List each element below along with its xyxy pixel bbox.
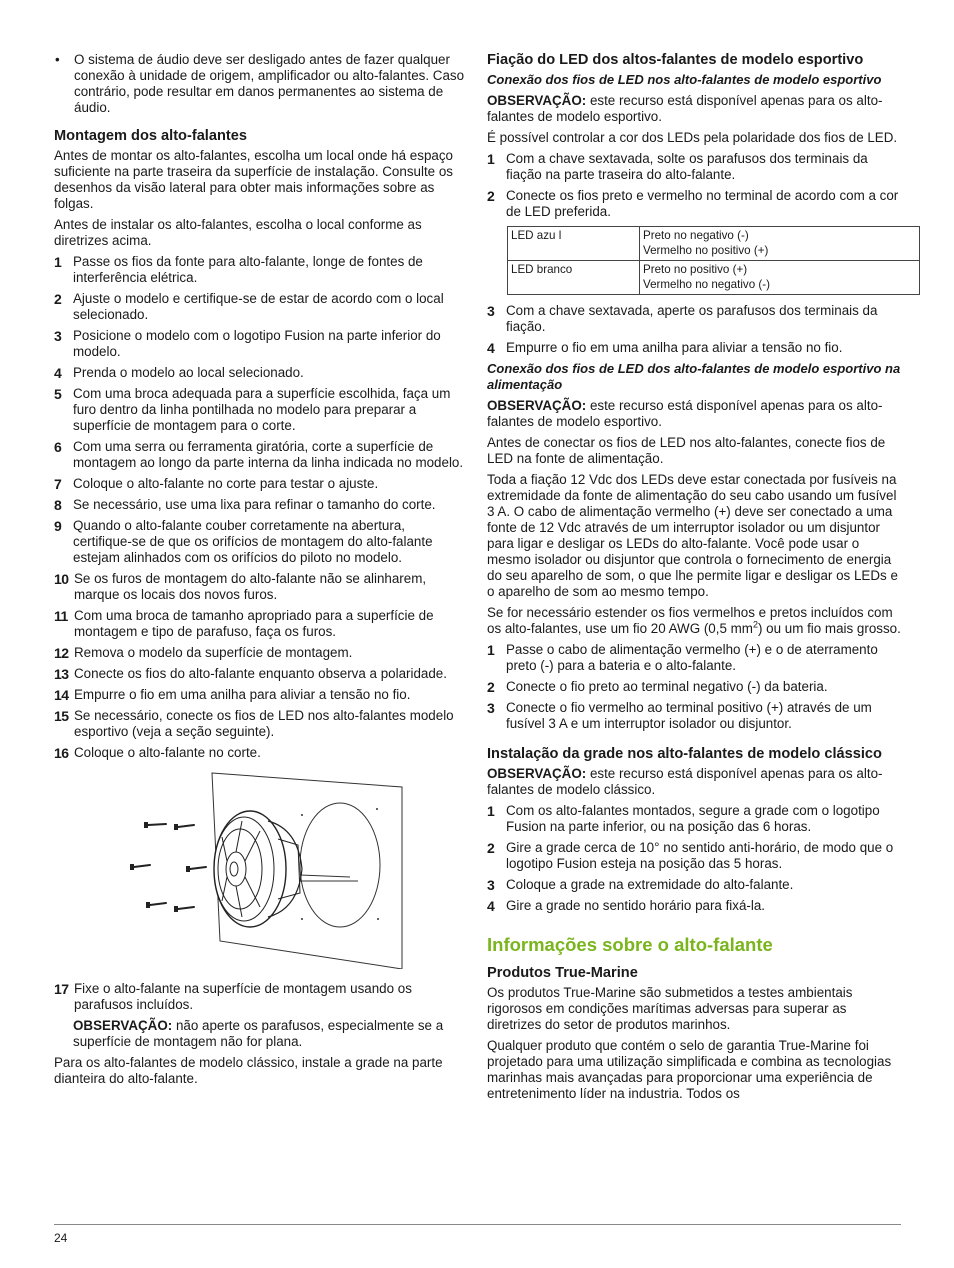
led-p4-b: ) ou um fio mais grosso. [757, 621, 901, 636]
step-text: Conecte os fios do alto-falante enquanto observa a polaridade. [74, 666, 447, 681]
step-number: 15 [54, 708, 69, 724]
step-number: 2 [54, 291, 62, 307]
superscript: 2 [752, 619, 758, 630]
step-text: Com uma broca adequada para a superfície escolhida, faça um furo dentro da linha pontilhada no modelo para preparar a superfície de montagem para o corte. [73, 386, 451, 433]
mount-paragraph-1: Antes de montar os alto-falantes, escolha um local onde há espaço suficiente na parte traseira da superfície de instalação. Consulte os desenhos da visão lateral para obter mais informações sobre as folgas. [54, 148, 453, 211]
step-text: Passe os fios da fonte para alto-falante, longe de fontes de interferência elétrica. [73, 254, 423, 285]
step-number: 13 [54, 666, 69, 682]
step-text: Ajuste o modelo e certifique-se de estar de acordo com o local selecionado. [73, 291, 444, 322]
step-text: Fixe o alto-falante na superfície de montagem usando os parafusos incluídos. [74, 981, 412, 1012]
led-subheading-2: Conexão dos fios de LED dos alto-falantes de modelo esportivo na alimentação [487, 361, 901, 392]
list-item [487, 877, 901, 893]
list-item [54, 666, 466, 682]
warning-bullet [54, 52, 466, 116]
led-heading: Fiação do LED dos altos-falantes de modelo esportivo [487, 52, 864, 68]
page-number: 24 [54, 1231, 68, 1245]
list-item [487, 151, 901, 183]
note-text: este recurso está disponível apenas para os alto-falantes de modelo esportivo. [487, 93, 883, 124]
step-number: 8 [54, 497, 62, 513]
list-item [54, 497, 466, 513]
step-number: 11 [54, 608, 68, 624]
led-paragraph-4 [487, 605, 901, 637]
led-note-1 [487, 93, 901, 125]
step-text: Coloque a grade na extremidade do alto-falante. [506, 877, 794, 892]
list-item [54, 328, 466, 360]
step-number: 3 [487, 700, 495, 716]
step-text: Com a chave sextavada, aperte os parafusos dos terminais da fiação. [506, 303, 878, 334]
list-item [487, 679, 901, 695]
list-item [54, 291, 466, 323]
list-item [54, 981, 466, 1013]
list-item [54, 254, 466, 286]
list-item [487, 340, 901, 356]
list-item [54, 571, 466, 603]
step-number: 5 [54, 386, 62, 402]
led-paragraph-2: Antes de conectar os fios de LED nos alto-falantes, conecte fios de LED na fonte de alimentação. [487, 435, 886, 466]
step-text: Se os furos de montagem do alto-falante não se alinharem, marque os locais dos novos furos. [74, 571, 427, 602]
list-item [487, 188, 901, 220]
step-number: 6 [54, 439, 62, 455]
list-item [54, 386, 466, 434]
step-17-note [54, 1018, 466, 1050]
step-text: Com os alto-falantes montados, segure a grade com o logotipo Fusion na parte inferior, ou na posição das 6 horas. [506, 803, 880, 834]
list-item [54, 476, 466, 492]
step-text: Quando o alto-falante couber corretamente na abertura, certifique-se de que os orifícios de montagem do alto-falante estejam alinhados com os orifícios do piloto no modelo. [73, 518, 433, 565]
step-text: Passe o cabo de alimentação vermelho (+) e o de aterramento preto (-) para a bateria e o alto-falante. [506, 642, 878, 673]
bullet-dot: • [55, 52, 60, 67]
wiring-line: Preto no negativo (-) [643, 229, 749, 242]
grille-steps-list [487, 803, 901, 914]
step-number: 2 [487, 840, 495, 856]
info-heading: Informações sobre o alto-falante [487, 934, 773, 955]
step-text: Conecte o fio preto ao terminal negativo (-) da bateria. [506, 679, 828, 694]
step-text: Conecte o fio vermelho ao terminal positivo (+) através de um fusível 3 A e um interruptor isolador ou disjuntor. [506, 700, 872, 731]
note-label: OBSERVAÇÃO: [487, 398, 587, 413]
list-item [487, 898, 901, 914]
list-item [54, 745, 466, 761]
step-17-list [54, 981, 466, 1013]
list-item [54, 518, 466, 566]
table-row [508, 261, 920, 295]
wiring-line: Preto no positivo (+) [643, 263, 748, 276]
marine-paragraph-2: Qualquer produto que contém o selo de garantia True-Marine foi projetado para uma utilização simplificada e combina as tecnologias marinhas mais avançadas para proporcionar uma experiência de entretenimento líder na industria. Todos os [487, 1038, 892, 1101]
step-text: Com uma broca de tamanho apropriado para a superfície de montagem e tipo de parafuso, faça os furos. [74, 608, 434, 639]
led-p4-a: Se for necessário estender os fios vermelhos e pretos incluídos com os alto-falantes, use um fio 20 AWG (0,5 mm [487, 605, 893, 636]
list-item [487, 700, 901, 732]
table-cell-led: LED branco [508, 261, 640, 295]
step-text: Conecte os fios preto e vermelho no terminal de acordo com a cor de LED preferida. [506, 188, 899, 219]
list-item [54, 608, 466, 640]
step-number: 2 [487, 679, 495, 695]
step-number: 4 [487, 898, 495, 914]
step-number: 4 [54, 365, 62, 381]
step-number: 3 [54, 328, 62, 344]
step-number: 1 [54, 254, 62, 270]
list-item [54, 687, 466, 703]
step-number: 3 [487, 303, 495, 319]
bullet-text: O sistema de áudio deve ser desligado antes de fazer qualquer conexão à unidade de origem, amplificador ou alto-falantes. Caso contrário, pode resultar em danos permanentes ao sistema de áudio. [74, 52, 465, 115]
step-number: 12 [54, 645, 69, 661]
step-text: Empurre o fio em uma anilha para aliviar a tensão no fio. [506, 340, 843, 355]
step-number: 7 [54, 476, 62, 492]
list-item [54, 708, 466, 740]
wiring-line: Vermelho no positivo (+) [643, 244, 769, 257]
led-steps-list-a [487, 151, 901, 220]
note-text: não aperte os parafusos, especialmente se a superfície de montagem não for plana. [73, 1018, 444, 1049]
step-number: 4 [487, 340, 495, 356]
list-item [487, 303, 901, 335]
step-text: Gire a grade cerca de 10° no sentido anti-horário, de modo que o logotipo Fusion esteja na posição das 5 horas. [506, 840, 894, 871]
step-number: 1 [487, 803, 495, 819]
step-text: Se necessário, use uma lixa para refinar o tamanho do corte. [73, 497, 436, 512]
note-text: este recurso está disponível apenas para os alto-falantes de modelo esportivo. [487, 398, 883, 429]
mount-paragraph-2: Antes de instalar os alto-falantes, escolha o local conforme as diretrizes acima. [54, 217, 422, 248]
left-column [54, 52, 466, 1092]
step-text: Com a chave sextavada, solte os parafusos dos terminais da fiação na parte traseira do alto-falante. [506, 151, 868, 182]
step-number: 1 [487, 151, 495, 167]
step-number: 17 [54, 981, 69, 997]
step-text: Remova o modelo da superfície de montagem. [74, 645, 353, 660]
step-number: 10 [54, 571, 69, 587]
list-item [487, 803, 901, 835]
step-number: 9 [54, 518, 62, 534]
step-text: Coloque o alto-falante no corte para testar o ajuste. [73, 476, 379, 491]
led-subheading-1: Conexão dos fios de LED nos alto-falantes de modelo esportivo [487, 72, 882, 87]
marine-heading: Produtos True-Marine [487, 965, 638, 981]
table-row [508, 227, 920, 261]
step-number: 14 [54, 687, 69, 703]
power-steps-list [487, 642, 901, 732]
step-text: Coloque o alto-falante no corte. [74, 745, 261, 760]
step-text: Com uma serra ou ferramenta giratória, corte a superfície de montagem ao longo da parte interna da linha indicada no modelo. [73, 439, 464, 470]
footer-divider [54, 1224, 901, 1225]
led-paragraph-3: Toda a fiação 12 Vdc dos LEDs deve estar conectada por fusíveis na extremidade da fonte de alimentação do seu cabo usando um fusível 3 A. O cabo de alimentação vermelho (+) deve ser conectado a uma fonte de 12 Vdc através de um interruptor isolador ou um disjuntor para ligar e desligar os LEDs do alto-falante. Você pode usar o mesmo isolador ou disjuntor que controla o fornecimento de energia do seu aparelho de som, o que lhe permite ligar e desligar os LEDs e o aparelho de som ao mesmo tempo. [487, 472, 898, 599]
step-number: 3 [487, 877, 495, 893]
table-cell-wiring [640, 227, 920, 261]
list-item [54, 365, 466, 381]
table-cell-led: LED azu l [508, 227, 640, 261]
list-item [54, 439, 466, 471]
marine-paragraph-1: Os produtos True-Marine são submetidos a testes ambientais rigorosos em condições marítimas adversas para superar as diretrizes do setor de produtos marinhos. [487, 985, 853, 1032]
list-item [54, 645, 466, 661]
step-number: 1 [487, 642, 495, 658]
list-item [487, 642, 901, 674]
grille-note [487, 766, 901, 798]
list-item [487, 840, 901, 872]
note-label: OBSERVAÇÃO: [73, 1018, 173, 1033]
note-label: OBSERVAÇÃO: [487, 93, 587, 108]
right-column [487, 52, 901, 1107]
step-number: 16 [54, 745, 69, 761]
wiring-line: Vermelho no negativo (-) [643, 278, 770, 291]
step-text: Gire a grade no sentido horário para fixá-la. [506, 898, 766, 913]
closing-paragraph: Para os alto-falantes de modelo clássico, instale a grade na parte dianteira do alto-falante. [54, 1055, 443, 1086]
led-steps-list-b [487, 303, 901, 356]
led-note-2 [487, 398, 901, 430]
speaker-mounting-illustration [72, 769, 412, 969]
note-text: este recurso está disponível apenas para os alto-falantes de modelo clássico. [487, 766, 883, 797]
grille-heading: Instalação da grade nos alto-falantes de modelo clássico [487, 746, 882, 762]
step-text: Posicione o modelo com o logotipo Fusion na parte inferior do modelo. [73, 328, 441, 359]
step-text: Prenda o modelo ao local selecionado. [73, 365, 304, 380]
step-text: Se necessário, conecte os fios de LED nos alto-falantes modelo esportivo (veja a seção seguinte). [74, 708, 454, 739]
table-cell-wiring [640, 261, 920, 295]
step-number: 2 [487, 188, 495, 204]
step-text: Empurre o fio em uma anilha para aliviar a tensão no fio. [74, 687, 411, 702]
led-polarity-table [507, 226, 920, 295]
mount-steps-list [54, 254, 466, 761]
note-label: OBSERVAÇÃO: [487, 766, 587, 781]
mount-heading: Montagem dos alto-falantes [54, 128, 247, 144]
led-paragraph-1: É possível controlar a cor dos LEDs pela polaridade dos fios de LED. [487, 130, 898, 145]
